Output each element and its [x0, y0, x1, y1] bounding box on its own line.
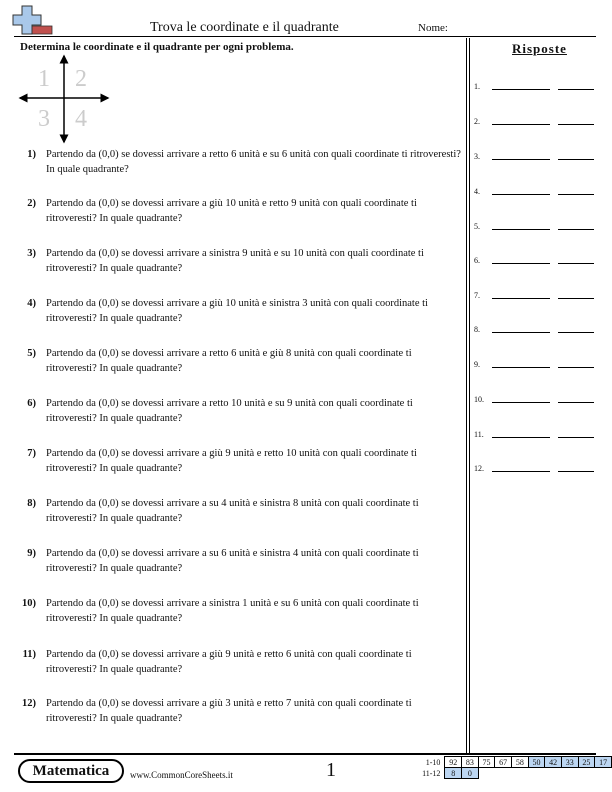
problem-number: 11): [22, 649, 36, 660]
page-number: 1: [326, 759, 336, 781]
score-cell: 92: [445, 757, 462, 768]
problem-text: Partendo da (0,0) se dovessi arrivare a giù 10 unità e sinistra 3 unità con quali coordinate ti ritroveresti? In quale quadrante?: [46, 298, 428, 324]
problem-text: Partendo da (0,0) se dovessi arrivare a giù 9 unità e retto 10 unità con quali coordinate ti ritroveresti? In quale quadrante?: [46, 448, 417, 474]
answer-line-coordinates[interactable]: [492, 159, 550, 160]
score-cell: 67: [495, 757, 512, 768]
score-cell: 42: [545, 757, 562, 768]
answer-line-coordinates[interactable]: [492, 229, 550, 230]
score-cell: 58: [512, 757, 529, 768]
answer-row-8[interactable]: [474, 323, 594, 337]
answer-row-3[interactable]: [474, 150, 594, 164]
problem-text: Partendo da (0,0) se dovessi arrivare a giù 3 unità e retto 7 unità con quali coordinate ti ritroveresti? In quale quadrante?: [46, 698, 412, 724]
answer-line-quadrant[interactable]: [558, 194, 594, 195]
answer-row-4[interactable]: [474, 185, 594, 199]
answer-row-7[interactable]: [474, 289, 594, 303]
answer-line-coordinates[interactable]: [492, 89, 550, 90]
site-url: www.CommonCoreSheets.it: [130, 770, 233, 780]
quadrant-label-2: 1: [38, 66, 50, 92]
problem-number: 2): [27, 198, 36, 209]
answer-line-coordinates[interactable]: [492, 402, 550, 403]
answer-row-11[interactable]: [474, 428, 594, 442]
panel-divider: [469, 38, 470, 753]
problem-text: Partendo da (0,0) se dovessi arrivare a giù 10 unità e retto 9 unità con quali coordinate ti ritroveresti? In quale quadrante?: [46, 198, 417, 224]
answer-row-1[interactable]: [474, 80, 594, 94]
answer-line-quadrant[interactable]: [558, 402, 594, 403]
answer-line-coordinates[interactable]: [492, 298, 550, 299]
answer-number: 9.: [474, 360, 480, 369]
quadrant-diagram: [16, 54, 112, 144]
answer-line-quadrant[interactable]: [558, 437, 594, 438]
score-table: [420, 756, 612, 779]
problem-number: 5): [27, 348, 36, 359]
answer-number: 7.: [474, 291, 480, 300]
answer-line-coordinates[interactable]: [492, 437, 550, 438]
answer-number: 10.: [474, 395, 484, 404]
score-cell: 17: [595, 757, 612, 768]
problem-number: 4): [27, 298, 36, 309]
answer-row-9[interactable]: [474, 358, 594, 372]
problem-text: Partendo da (0,0) se dovessi arrivare a giù 9 unità e retto 6 unità con quali coordinate ti ritroveresti? In quale quadrante?: [46, 649, 412, 675]
answer-row-2[interactable]: [474, 115, 594, 129]
plus-logo-icon: [12, 4, 56, 38]
problem-text: Partendo da (0,0) se dovessi arrivare a retto 6 unità e giù 8 unità con quali coordinate ti ritroveresti? In quale quadrante?: [46, 348, 412, 374]
answer-line-quadrant[interactable]: [558, 229, 594, 230]
name-label: Nome:: [418, 22, 448, 34]
problem-text: Partendo da (0,0) se dovessi arrivare a retto 6 unità e su 6 unità con quali coordinate ti ritroveresti? In quale quadrante?: [46, 149, 461, 175]
problem-number: 3): [27, 248, 36, 259]
problem-number: 1): [27, 149, 36, 160]
score-cell: 25: [578, 757, 595, 768]
problem-number: 8): [27, 498, 36, 509]
answer-row-5[interactable]: [474, 220, 594, 234]
answer-line-coordinates[interactable]: [492, 263, 550, 264]
answer-line-coordinates[interactable]: [492, 367, 550, 368]
answer-number: 8.: [474, 325, 480, 334]
quadrant-label-4: 4: [75, 106, 87, 132]
problem-text: Partendo da (0,0) se dovessi arrivare a retto 10 unità e su 9 unità con quali coordinate ti ritroveresti? In quale quadrante?: [46, 398, 413, 424]
answer-number: 2.: [474, 117, 480, 126]
answer-line-quadrant[interactable]: [558, 263, 594, 264]
problem-number: 7): [27, 448, 36, 459]
problem-number: 10): [22, 598, 36, 609]
answer-row-6[interactable]: [474, 254, 594, 268]
score-row: [420, 768, 612, 779]
problem-text: Partendo da (0,0) se dovessi arrivare a su 6 unità e sinistra 4 unità con quali coordinate ti ritroveresti? In quale quadrante?: [46, 548, 419, 574]
problem-number: 6): [27, 398, 36, 409]
instructions: Determina le coordinate e il quadrante per ogni problema.: [20, 41, 294, 53]
answer-row-10[interactable]: [474, 393, 594, 407]
score-cell: 50: [528, 757, 545, 768]
problem-number: 9): [27, 548, 36, 559]
answer-line-quadrant[interactable]: [558, 159, 594, 160]
brand-badge: Matematica: [18, 759, 124, 783]
footer-divider: [14, 753, 596, 755]
score-row-label: 11-12: [422, 768, 441, 778]
quadrant-label-3: 3: [38, 106, 50, 132]
answer-row-12[interactable]: [474, 462, 594, 476]
answer-number: 4.: [474, 187, 480, 196]
answer-line-quadrant[interactable]: [558, 471, 594, 472]
problem-text: Partendo da (0,0) se dovessi arrivare a su 4 unità e sinistra 8 unità con quali coordinate ti ritroveresti? In quale quadrante?: [46, 498, 419, 524]
answer-number: 5.: [474, 222, 480, 231]
answer-line-quadrant[interactable]: [558, 332, 594, 333]
score-cell: 8: [445, 768, 462, 779]
problem-number: 12): [22, 698, 36, 709]
page-title: Trova le coordinate e il quadrante: [150, 20, 339, 35]
score-cell: 75: [478, 757, 495, 768]
answer-number: 6.: [474, 256, 480, 265]
answer-line-coordinates[interactable]: [492, 194, 550, 195]
score-cell: 83: [462, 757, 479, 768]
answer-line-quadrant[interactable]: [558, 89, 594, 90]
problem-text: Partendo da (0,0) se dovessi arrivare a sinistra 9 unità e su 10 unità con quali coordinate ti ritroveresti? In quale quadrante?: [46, 248, 424, 274]
problem-text: Partendo da (0,0) se dovessi arrivare a sinistra 1 unità e su 6 unità con quali coordinate ti ritroveresti? In quale quadrante?: [46, 598, 419, 624]
answer-number: 12.: [474, 464, 484, 473]
header-divider: [14, 36, 596, 37]
answer-number: 3.: [474, 152, 480, 161]
answer-line-coordinates[interactable]: [492, 332, 550, 333]
answer-line-coordinates[interactable]: [492, 471, 550, 472]
answer-line-quadrant[interactable]: [558, 298, 594, 299]
score-cell: 0: [462, 768, 479, 779]
quadrant-label-1: 2: [75, 66, 87, 92]
answer-number: 1.: [474, 82, 480, 91]
score-cell: 33: [561, 757, 578, 768]
score-row-label: 1-10: [425, 757, 441, 767]
answer-line-quadrant[interactable]: [558, 124, 594, 125]
panel-divider: [466, 38, 467, 753]
answer-line-quadrant[interactable]: [558, 367, 594, 368]
answer-number: 11.: [474, 430, 484, 439]
answers-title: Risposte: [512, 41, 567, 56]
score-row: [420, 757, 612, 768]
answer-line-coordinates[interactable]: [492, 124, 550, 125]
